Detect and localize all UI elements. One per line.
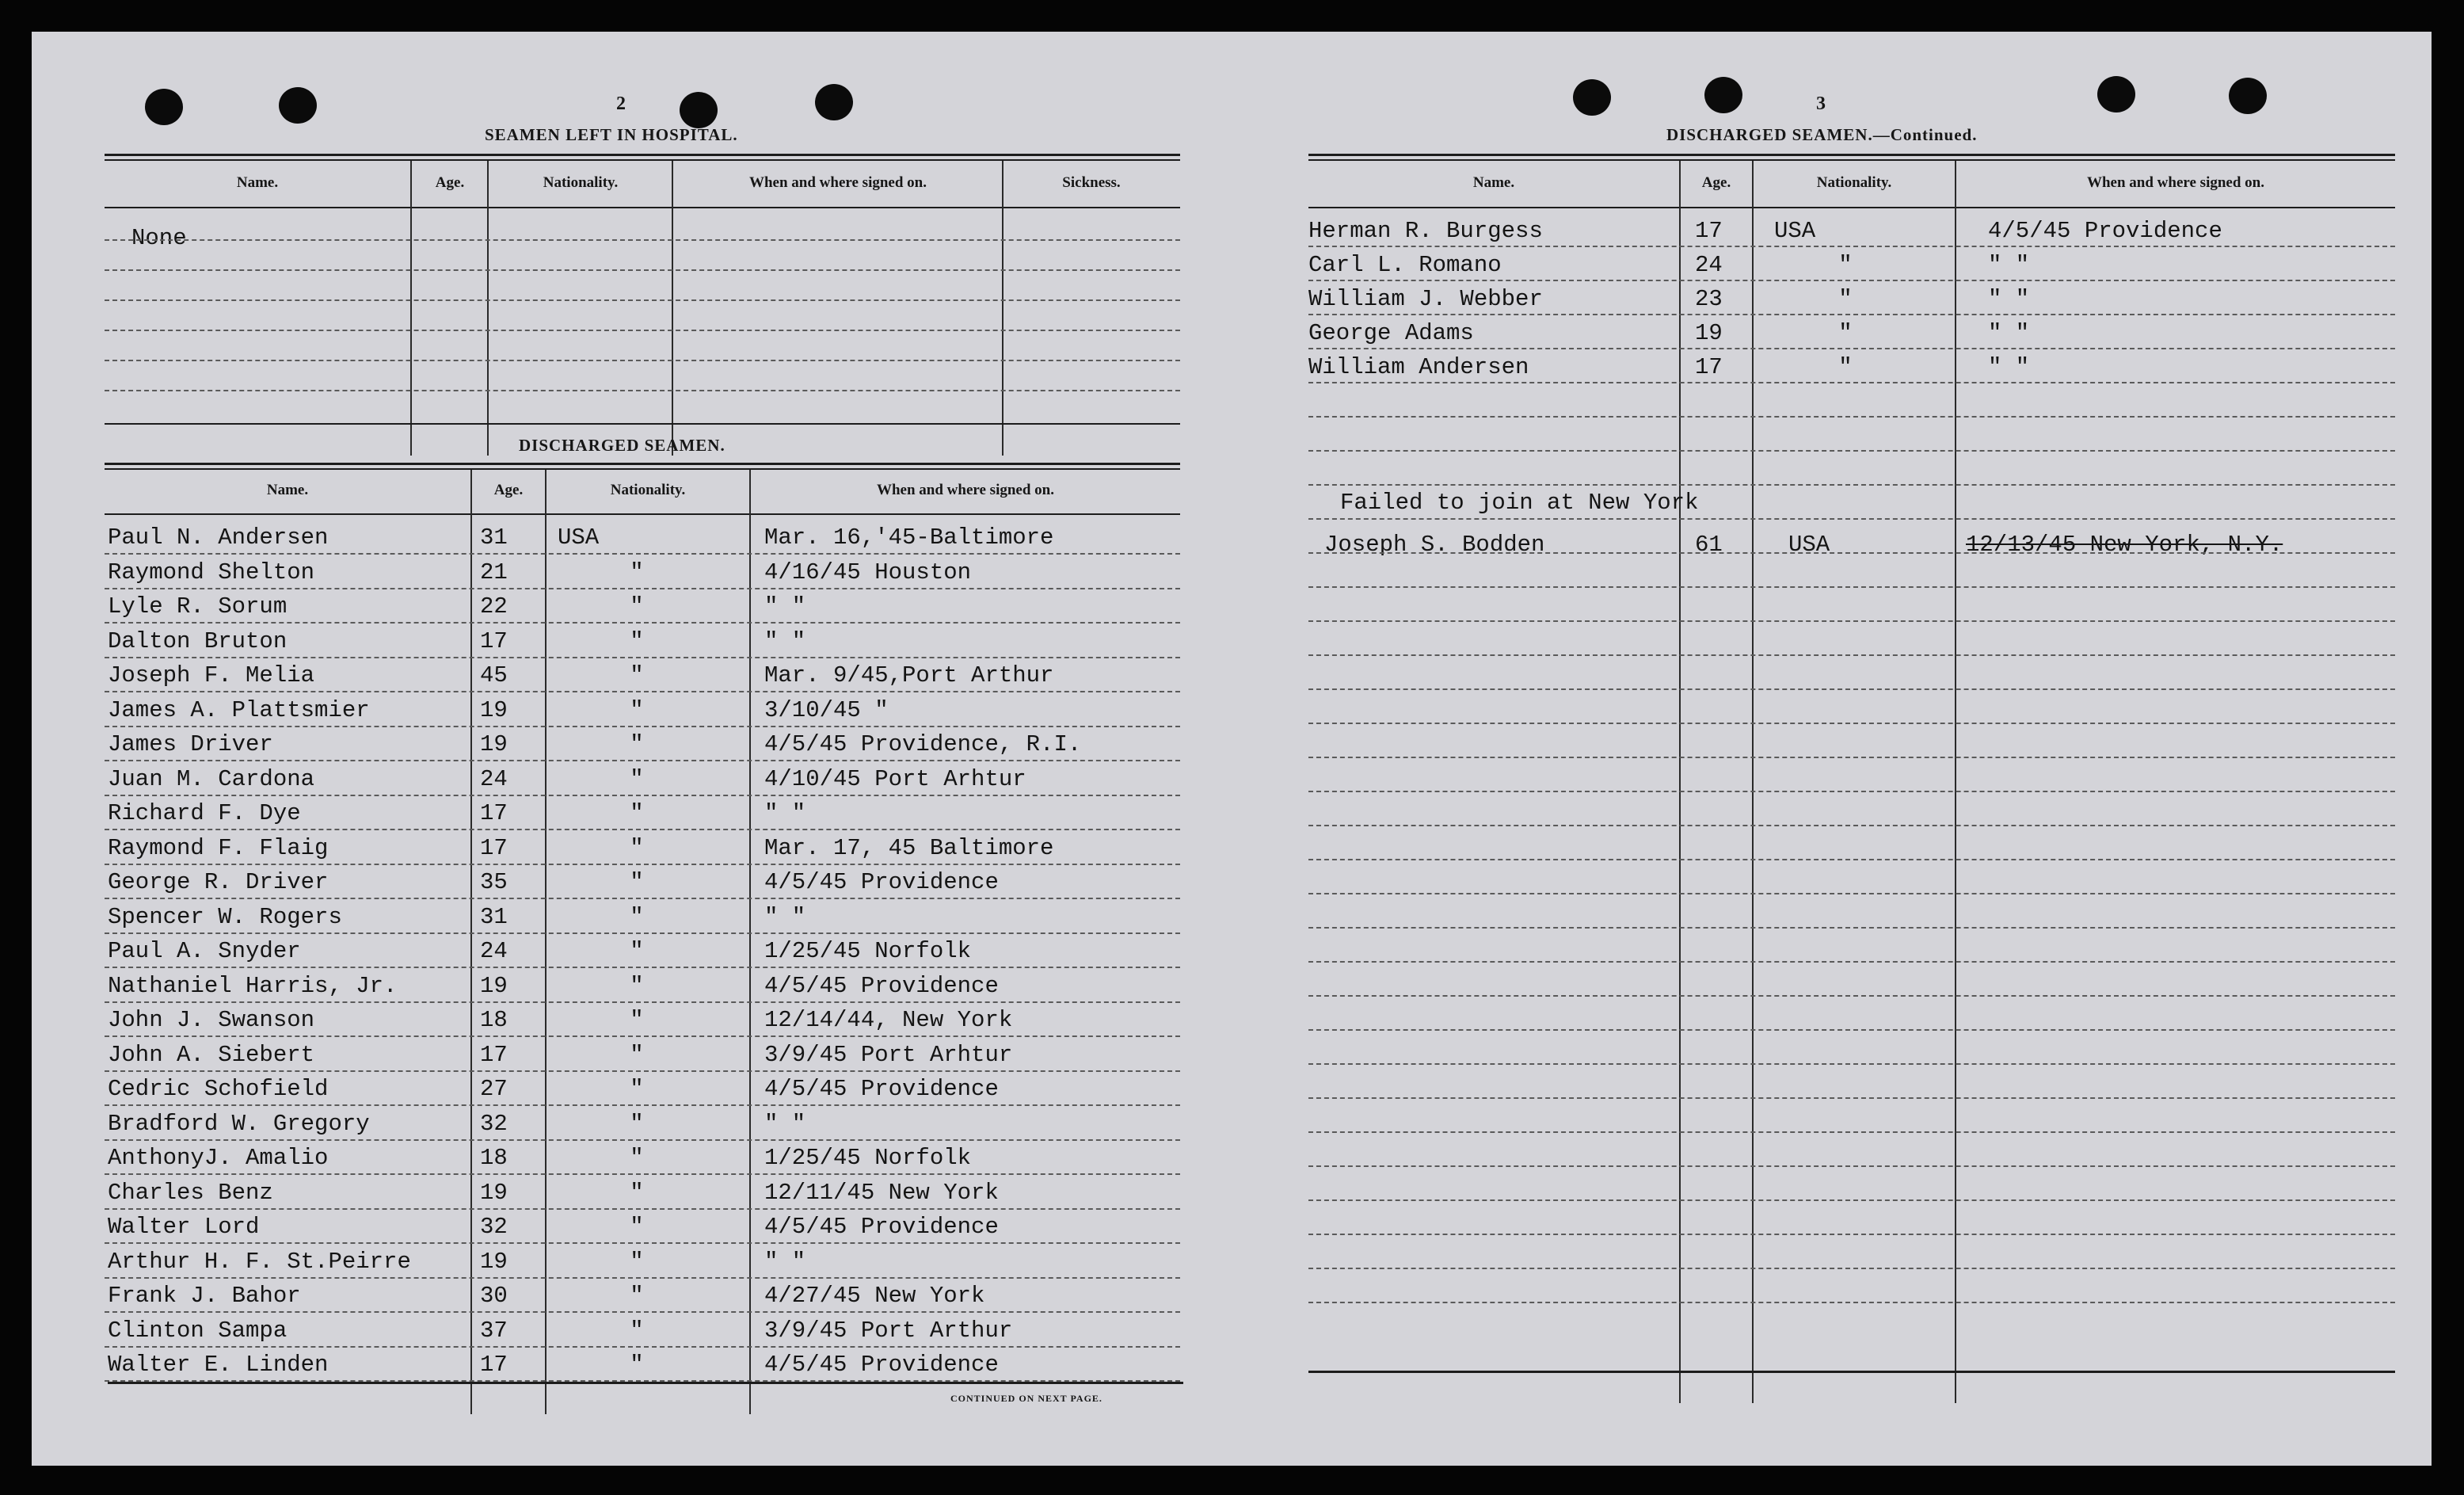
- table-row-signed: " ": [1988, 354, 2030, 380]
- table-row-nationality: ": [630, 628, 644, 654]
- table-row-name: Herman R. Burgess: [1308, 218, 1543, 244]
- ruled-line: [105, 967, 1180, 968]
- ruled-line: [1308, 927, 2395, 929]
- table-row-age: 30: [480, 1283, 508, 1309]
- ruled-line: [105, 622, 1180, 624]
- rule: [1308, 154, 2395, 156]
- table-row-signed: " ": [764, 628, 806, 654]
- ruled-line: [105, 1380, 1180, 1382]
- table-row-age: 19: [1695, 320, 1723, 346]
- rule: [105, 207, 1180, 208]
- page-number-left: 2: [616, 93, 626, 114]
- column-rule: [487, 161, 489, 456]
- table-row-signed: " ": [764, 904, 806, 930]
- ruled-line: [1308, 791, 2395, 792]
- ruled-line: [1308, 654, 2395, 656]
- table-row-signed: " ": [1988, 320, 2030, 346]
- table-row-name: Joseph F. Melia: [108, 662, 315, 688]
- table-row-name: Richard F. Dye: [108, 800, 301, 826]
- ruled-line: [105, 864, 1180, 865]
- table-row-age: 19: [480, 973, 508, 999]
- failed-row-name: Joseph S. Bodden: [1324, 532, 1545, 558]
- hospital-section-title: SEAMEN LEFT IN HOSPITAL.: [485, 125, 738, 144]
- ruled-line: [1308, 348, 2395, 349]
- table-row-nationality: ": [1838, 320, 1853, 346]
- failed-row-nationality: USA: [1788, 532, 1830, 558]
- table-row-name: George Adams: [1308, 320, 1474, 346]
- table-row-signed: 12/11/45 New York: [764, 1180, 999, 1206]
- rule: [105, 159, 1180, 161]
- ruled-line: [105, 390, 1180, 391]
- table-row-nationality: ": [630, 1318, 644, 1344]
- ruled-line: [105, 898, 1180, 899]
- punch-hole: [2097, 76, 2135, 113]
- ruled-line: [105, 691, 1180, 692]
- table-row-nationality: ": [630, 835, 644, 861]
- ruled-line: [1308, 1302, 2395, 1303]
- discharged-header-nationality: Nationality.: [610, 482, 686, 498]
- hospital-header-age: Age.: [435, 174, 465, 191]
- table-row-age: 27: [480, 1076, 508, 1102]
- table-row-nationality: ": [630, 1145, 644, 1171]
- table-row-name: Raymond Shelton: [108, 559, 315, 585]
- table-row-nationality: ": [630, 800, 644, 826]
- table-row-signed: 4/5/45 Providence: [764, 1352, 999, 1378]
- table-row-name: AnthonyJ. Amalio: [108, 1145, 329, 1171]
- column-rule: [1002, 161, 1003, 456]
- table-row-nationality: ": [630, 731, 644, 757]
- punch-hole: [279, 87, 317, 124]
- continued-header-name: Name.: [1472, 174, 1515, 191]
- table-row-name: William Andersen: [1308, 354, 1529, 380]
- table-row-nationality: ": [630, 766, 644, 792]
- table-row-signed: 4/27/45 New York: [764, 1283, 985, 1309]
- table-row-signed: 4/16/45 Houston: [764, 559, 972, 585]
- ruled-line: [1308, 1268, 2395, 1269]
- table-row-signed: 4/5/45 Providence, R.I.: [764, 731, 1082, 757]
- table-row-name: Charles Benz: [108, 1180, 273, 1206]
- ruled-line: [105, 1001, 1180, 1003]
- ruled-line: [1308, 246, 2395, 247]
- table-row-name: James Driver: [108, 731, 273, 757]
- table-row-signed: 3/9/45 Port Arhtur: [764, 1042, 1013, 1068]
- table-row-age: 18: [480, 1007, 508, 1033]
- table-row-nationality: ": [630, 1180, 644, 1206]
- ruled-line: [105, 726, 1180, 727]
- punch-hole: [145, 89, 183, 125]
- ruled-line: [1308, 723, 2395, 724]
- failed-to-join-note: Failed to join at New York: [1340, 490, 1699, 516]
- ruled-line: [105, 1311, 1180, 1313]
- ruled-line: [1308, 552, 2395, 554]
- rule: [105, 463, 1180, 465]
- ruled-line: [1308, 859, 2395, 860]
- discharged-continued-title: DISCHARGED SEAMEN.—Continued.: [1666, 125, 1978, 144]
- table-row-age: 19: [480, 1249, 508, 1275]
- table-row-nationality: ": [1838, 354, 1853, 380]
- table-row-age: 31: [480, 904, 508, 930]
- failed-row-age: 61: [1695, 532, 1723, 558]
- rule: [105, 423, 1180, 425]
- ruled-line: [1308, 1097, 2395, 1099]
- table-row-name: William J. Webber: [1308, 286, 1543, 312]
- table-row-name: James A. Plattsmier: [108, 697, 370, 723]
- table-row-signed: Mar. 16,'45-Baltimore: [764, 524, 1054, 551]
- table-row-age: 23: [1695, 286, 1723, 312]
- table-row-age: 24: [480, 938, 508, 964]
- table-row-age: 18: [480, 1145, 508, 1171]
- table-row-nationality: ": [630, 593, 644, 620]
- table-row-age: 17: [480, 1042, 508, 1068]
- ruled-line: [105, 239, 1180, 241]
- ruled-line: [1308, 825, 2395, 826]
- table-row-name: Nathaniel Harris, Jr.: [108, 973, 398, 999]
- table-row-name: Paul A. Snyder: [108, 938, 301, 964]
- table-row-name: John A. Siebert: [108, 1042, 315, 1068]
- column-rule: [672, 161, 673, 456]
- table-row-signed: 4/5/45 Providence: [764, 869, 999, 895]
- ruled-line: [105, 588, 1180, 589]
- hospital-header-name: Name.: [236, 174, 279, 191]
- ruled-line: [105, 760, 1180, 761]
- ruled-line: [105, 1070, 1180, 1072]
- ruled-line: [1308, 688, 2395, 690]
- table-row-name: John J. Swanson: [108, 1007, 315, 1033]
- ruled-line: [1308, 995, 2395, 997]
- continued-note: CONTINUED ON NEXT PAGE.: [950, 1393, 1103, 1404]
- table-row-age: 37: [480, 1318, 508, 1344]
- ruled-line: [105, 1242, 1180, 1244]
- ruled-line: [1308, 757, 2395, 758]
- table-row-name: Raymond F. Flaig: [108, 835, 329, 861]
- table-row-signed: 4/5/45 Providence: [1988, 218, 2222, 244]
- ruled-line: [105, 795, 1180, 796]
- ruled-line: [1308, 893, 2395, 894]
- punch-hole: [815, 84, 853, 120]
- ruled-line: [105, 1104, 1180, 1106]
- table-row-nationality: ": [630, 1076, 644, 1102]
- rule: [1308, 1371, 2395, 1373]
- table-row-signed: Mar. 17, 45 Baltimore: [764, 835, 1054, 861]
- column-rule: [749, 470, 751, 1414]
- table-row-name: Frank J. Bahor: [108, 1283, 301, 1309]
- table-row-name: Juan M. Cardona: [108, 766, 315, 792]
- ruled-line: [105, 1139, 1180, 1141]
- ruled-line: [105, 299, 1180, 301]
- table-row-nationality: ": [1838, 252, 1853, 278]
- ruled-line: [1308, 416, 2395, 418]
- table-row-age: 17: [480, 800, 508, 826]
- rule: [105, 513, 1180, 515]
- table-row-signed: " ": [764, 593, 806, 620]
- punch-hole: [2229, 78, 2267, 114]
- ruled-line: [1308, 314, 2395, 315]
- failed-row-signed: 12/13/45 New York, N.Y.: [1966, 532, 2283, 558]
- table-row-nationality: ": [630, 662, 644, 688]
- column-rule: [545, 470, 546, 1414]
- punch-hole: [680, 92, 718, 128]
- table-row-nationality: USA: [558, 524, 600, 551]
- ruled-line: [105, 553, 1180, 555]
- ruled-line: [105, 1346, 1180, 1348]
- ruled-line: [1308, 280, 2395, 281]
- table-row-signed: Mar. 9/45,Port Arthur: [764, 662, 1054, 688]
- table-row-age: 21: [480, 559, 508, 585]
- discharged-header-signed: When and where signed on.: [876, 482, 1054, 498]
- ruled-line: [105, 269, 1180, 271]
- table-row-name: Dalton Bruton: [108, 628, 288, 654]
- table-row-signed: " ": [1988, 252, 2030, 278]
- discharged-header-name: Name.: [266, 482, 309, 498]
- table-row-nationality: ": [630, 559, 644, 585]
- table-row-name: Arthur H. F. St.Peirre: [108, 1249, 411, 1275]
- rule: [105, 468, 1180, 470]
- ruled-line: [105, 1035, 1180, 1037]
- table-row-signed: 4/5/45 Providence: [764, 973, 999, 999]
- ruled-line: [1308, 1131, 2395, 1133]
- table-row-signed: 3/10/45 ": [764, 697, 889, 723]
- continued-header-nationality: Nationality.: [1816, 174, 1892, 191]
- table-row-signed: 1/25/45 Norfolk: [764, 1145, 972, 1171]
- table-row-name: Carl L. Romano: [1308, 252, 1502, 278]
- table-row-nationality: ": [630, 1042, 644, 1068]
- ruled-line: [1308, 484, 2395, 486]
- table-row-age: 32: [480, 1111, 508, 1137]
- rule: [1308, 207, 2395, 208]
- table-row-name: Bradford W. Gregory: [108, 1111, 370, 1137]
- ruled-line: [1308, 518, 2395, 520]
- table-row-age: 32: [480, 1214, 508, 1240]
- table-row-nationality: ": [630, 1249, 644, 1275]
- ruled-line: [1308, 1029, 2395, 1031]
- table-row-age: 24: [480, 766, 508, 792]
- ruled-line: [105, 657, 1180, 658]
- hospital-header-sickness: Sickness.: [1062, 174, 1121, 191]
- table-row-name: Paul N. Andersen: [108, 524, 329, 551]
- table-row-age: 17: [480, 628, 508, 654]
- ruled-line: [1308, 1234, 2395, 1235]
- table-row-signed: 4/5/45 Providence: [764, 1076, 999, 1102]
- table-row-name: George R. Driver: [108, 869, 329, 895]
- table-row-name: Walter Lord: [108, 1214, 260, 1240]
- table-row-age: 45: [480, 662, 508, 688]
- ruled-line: [1308, 586, 2395, 588]
- ruled-line: [105, 1277, 1180, 1279]
- table-row-signed: " ": [1988, 286, 2030, 312]
- table-row-signed: 3/9/45 Port Arthur: [764, 1318, 1013, 1344]
- ruled-line: [105, 829, 1180, 830]
- hospital-header-signed: When and where signed on.: [748, 174, 927, 191]
- table-row-nationality: ": [630, 1214, 644, 1240]
- table-row-name: Cedric Schofield: [108, 1076, 329, 1102]
- ruled-line: [1308, 382, 2395, 383]
- table-row-nationality: ": [630, 1111, 644, 1137]
- table-row-nationality: ": [630, 938, 644, 964]
- table-row-age: 17: [1695, 354, 1723, 380]
- table-row-nationality: USA: [1774, 218, 1816, 244]
- table-row-age: 17: [480, 835, 508, 861]
- punch-hole: [1573, 79, 1611, 116]
- table-row-nationality: ": [1838, 286, 1853, 312]
- table-row-age: 17: [1695, 218, 1723, 244]
- ruled-line: [1308, 961, 2395, 963]
- table-row-age: 17: [480, 1352, 508, 1378]
- continued-header-signed: When and where signed on.: [2086, 174, 2264, 191]
- table-row-signed: 4/10/45 Port Arhtur: [764, 766, 1026, 792]
- discharged-header-age: Age.: [493, 482, 524, 498]
- table-row-age: 31: [480, 524, 508, 551]
- table-row-signed: " ": [764, 1249, 806, 1275]
- table-row-name: Lyle R. Sorum: [108, 593, 288, 620]
- table-row-signed: " ": [764, 1111, 806, 1137]
- ledger-sheet: [32, 32, 2432, 1466]
- rule: [108, 1382, 1183, 1384]
- table-row-name: Spencer W. Rogers: [108, 904, 342, 930]
- discharged-section-title: DISCHARGED SEAMEN.: [519, 436, 725, 455]
- ruled-line: [105, 1208, 1180, 1210]
- table-row-age: 19: [480, 1180, 508, 1206]
- table-row-nationality: ": [630, 1007, 644, 1033]
- table-row-nationality: ": [630, 904, 644, 930]
- hospital-entry: None: [131, 225, 187, 251]
- page-number-right: 3: [1816, 93, 1826, 114]
- ruled-line: [1308, 620, 2395, 622]
- table-row-age: 24: [1695, 252, 1723, 278]
- continued-header-age: Age.: [1701, 174, 1731, 191]
- ruled-line: [105, 1173, 1180, 1175]
- table-row-signed: 1/25/45 Norfolk: [764, 938, 972, 964]
- ruled-line: [105, 330, 1180, 331]
- table-row-nationality: ": [630, 1283, 644, 1309]
- ruled-line: [105, 932, 1180, 934]
- table-row-nationality: ": [630, 697, 644, 723]
- table-row-age: 19: [480, 731, 508, 757]
- rule: [105, 154, 1180, 156]
- ruled-line: [1308, 450, 2395, 452]
- ruled-line: [105, 360, 1180, 361]
- table-row-nationality: ": [630, 973, 644, 999]
- column-rule: [470, 470, 472, 1414]
- hospital-header-nationality: Nationality.: [543, 174, 619, 191]
- table-row-name: Walter E. Linden: [108, 1352, 329, 1378]
- table-row-name: Clinton Sampa: [108, 1318, 288, 1344]
- column-rule: [410, 161, 412, 456]
- table-row-signed: " ": [764, 800, 806, 826]
- ruled-line: [1308, 1165, 2395, 1167]
- ruled-line: [1308, 1063, 2395, 1065]
- punch-hole: [1704, 77, 1742, 113]
- table-row-nationality: ": [630, 1352, 644, 1378]
- ruled-line: [1308, 1199, 2395, 1201]
- rule: [1308, 159, 2395, 161]
- table-row-nationality: ": [630, 869, 644, 895]
- table-row-signed: 12/14/44, New York: [764, 1007, 1013, 1033]
- table-row-signed: 4/5/45 Providence: [764, 1214, 999, 1240]
- table-row-age: 35: [480, 869, 508, 895]
- table-row-age: 22: [480, 593, 508, 620]
- table-row-age: 19: [480, 697, 508, 723]
